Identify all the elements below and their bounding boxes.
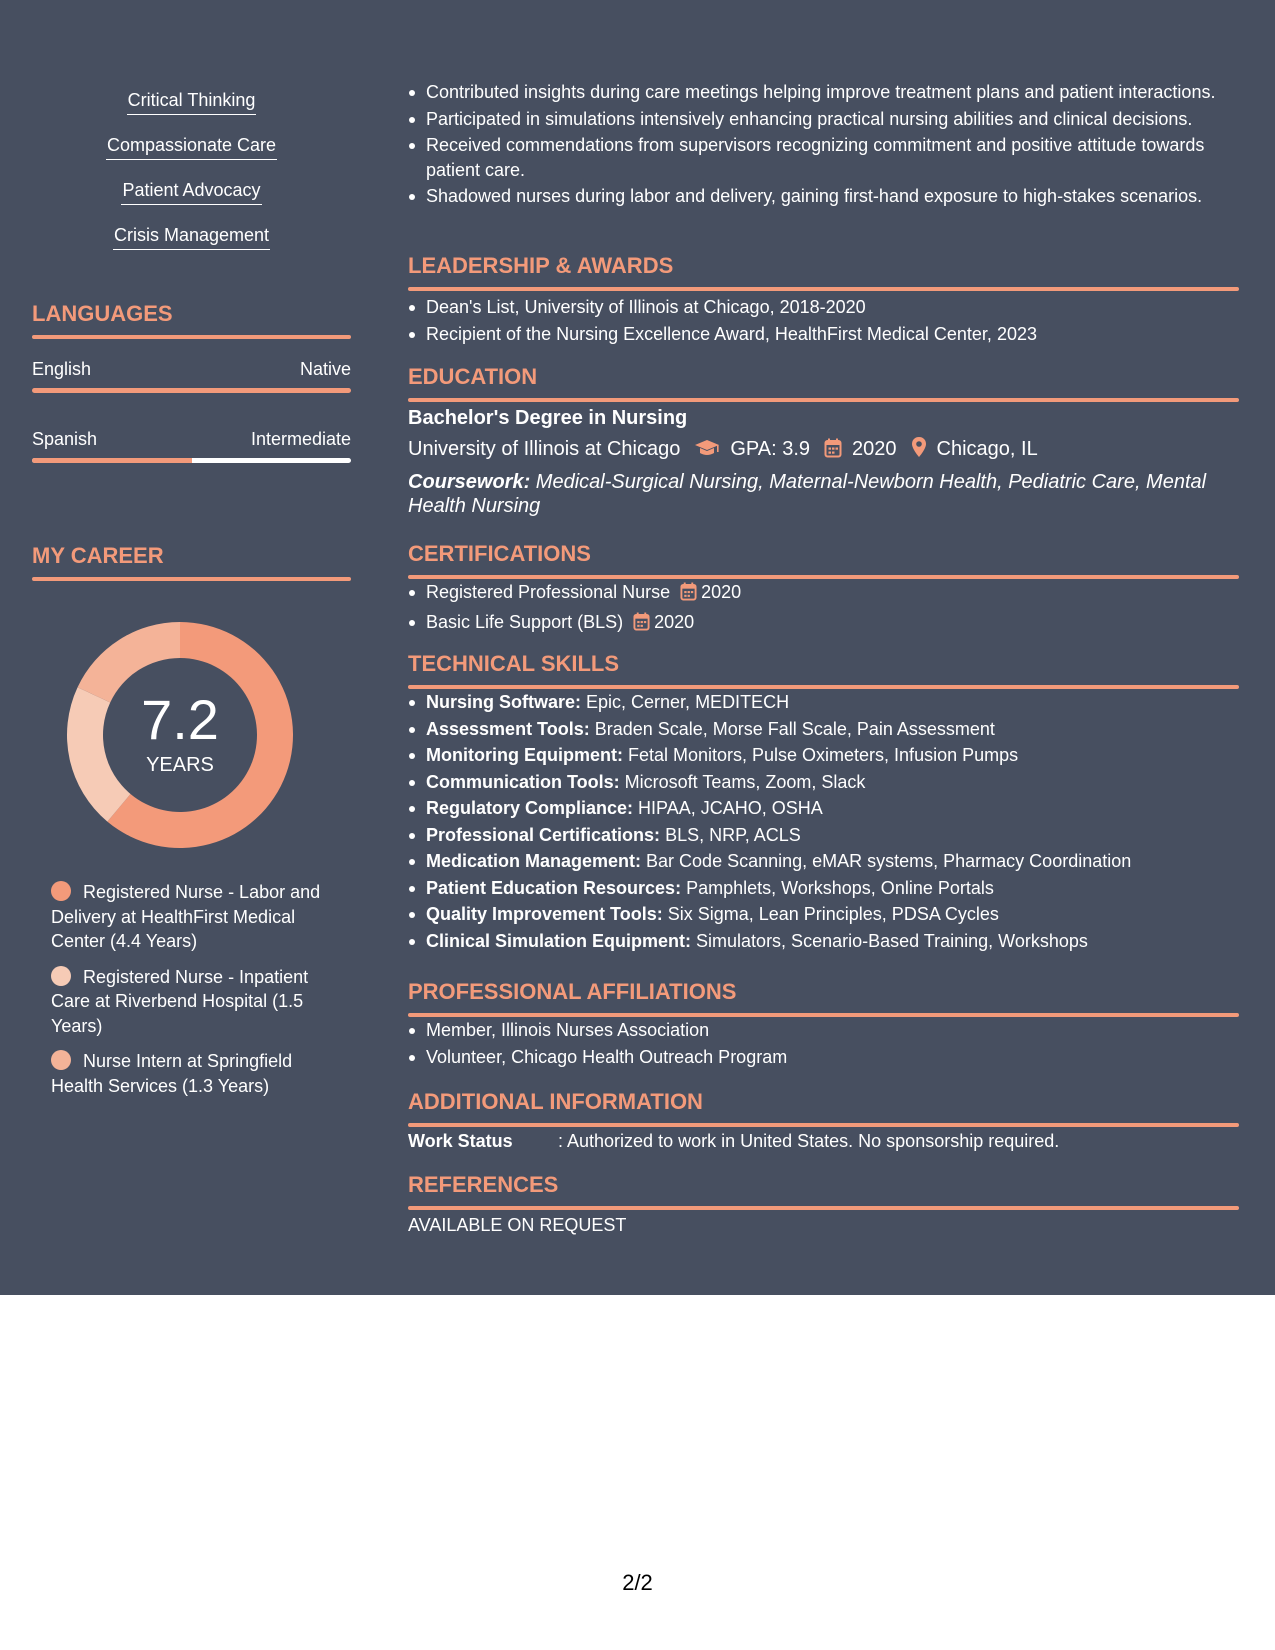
technical-skill-label: Clinical Simulation Equipment: <box>426 930 692 951</box>
work-status-row <box>408 1129 1239 1153</box>
calendar-icon <box>633 612 650 638</box>
legend-dot-icon <box>51 966 71 986</box>
certifications-list <box>408 580 1239 639</box>
skill-tag <box>32 87 351 132</box>
language-name: Spanish <box>32 429 98 449</box>
references-heading: REFERENCES <box>408 1171 1239 1199</box>
work-status-value: : Authorized to work in United States. No sponsorship required. <box>558 1131 1060 1151</box>
skill-tag <box>32 222 351 267</box>
career-item-text: Nurse Intern at Springfield Health Services (1.3 Years) <box>51 1051 293 1096</box>
experience-bullet: Contributed insights during care meetings helping improve treatment plans and patient interactions. <box>408 80 1239 105</box>
skill-label: Patient Advocacy <box>121 177 261 205</box>
career-item <box>51 965 341 1039</box>
skill-label: Critical Thinking <box>127 87 257 115</box>
career-total-value: 7.2 <box>141 688 219 751</box>
language-bar <box>32 388 351 393</box>
certifications-heading: CERTIFICATIONS <box>408 540 1239 568</box>
calendar-icon <box>680 582 697 608</box>
career-heading: MY CAREER <box>32 542 351 570</box>
education-coursework <box>408 470 1239 518</box>
education-location: Chicago, IL <box>936 438 1038 460</box>
language-bar-fill <box>32 458 192 463</box>
technical-skill-label: Assessment Tools: <box>426 718 590 739</box>
career-item-text: Registered Nurse - Inpatient Care at Riverbend Hospital (1.5 Years) <box>51 966 309 1036</box>
technical-skill-label: Monitoring Equipment: <box>426 745 623 765</box>
education-degree: Bachelor's Degree in Nursing <box>408 407 688 429</box>
calendar-icon <box>824 438 842 466</box>
skill-tag <box>32 132 351 177</box>
certification-item <box>408 610 1239 638</box>
technical-skill-item <box>408 796 1239 821</box>
affiliations-heading: PROFESSIONAL AFFILIATIONS <box>408 978 1239 1006</box>
legend-dot-icon <box>51 1050 71 1070</box>
career-total-unit: YEARS <box>146 754 214 776</box>
certification-year: 2020 <box>701 582 742 602</box>
education-entry <box>408 405 1239 518</box>
technical-skill-label: Communication Tools: <box>426 771 620 792</box>
technical-skill-label: Quality Improvement Tools: <box>426 904 663 924</box>
technical-skill-item <box>408 876 1239 901</box>
education-gpa: GPA: 3.9 <box>730 438 811 460</box>
experience-bullets <box>408 80 1239 211</box>
map-pin-icon <box>911 436 927 466</box>
technical-skill-value: HIPAA, JCAHO, OSHA <box>633 798 823 818</box>
skill-tag <box>32 177 351 222</box>
technical-skills-list <box>408 690 1239 955</box>
technical-skill-item <box>408 849 1239 874</box>
technical-skill-item <box>408 823 1239 848</box>
language-name: English <box>32 359 92 379</box>
work-status-label: Work Status <box>408 1131 513 1151</box>
leadership-list <box>408 295 1239 348</box>
technical-skill-label: Professional Certifications: <box>426 824 661 845</box>
coursework-label: Coursework: <box>408 471 531 493</box>
technical-skill-value: Epic, Cerner, MEDITECH <box>581 692 790 712</box>
career-item-text: Registered Nurse - Labor and Delivery at HealthFirst Medical Center (4.4 Years) <box>51 882 321 951</box>
graduation-cap-icon <box>694 438 720 466</box>
skills-list <box>32 87 351 267</box>
technical-skill-value: Braden Scale, Morse Fall Scale, Pain Assessment <box>589 718 995 739</box>
affiliations-list <box>408 1018 1239 1071</box>
technical-skill-value: Fetal Monitors, Pulse Oximeters, Infusion Pumps <box>622 745 1019 765</box>
career-item <box>51 1049 341 1098</box>
leadership-item: Dean's List, University of Illinois at Chicago, 2018-2020 <box>408 295 1239 320</box>
education-heading: EDUCATION <box>408 363 1239 391</box>
career-donut-center <box>67 622 293 848</box>
technical-skill-label: Nursing Software: <box>426 692 582 712</box>
certification-item <box>408 580 1239 608</box>
technical-skill-value: Bar Code Scanning, eMAR systems, Pharmacy Coordination <box>641 851 1132 871</box>
education-year: 2020 <box>852 438 897 460</box>
language-bar-fill <box>32 388 351 393</box>
technical-skill-item <box>408 690 1239 715</box>
technical-skill-value: Six Sigma, Lean Principles, PDSA Cycles <box>662 904 999 924</box>
education-school: University of Illinois at Chicago <box>408 438 681 460</box>
leadership-item: Recipient of the Nursing Excellence Award, HealthFirst Medical Center, 2023 <box>408 322 1239 347</box>
language-bar <box>32 458 351 463</box>
experience-bullet: Received commendations from supervisors recognizing commitment and positive attitude towards patient care. <box>408 133 1239 182</box>
references-text: AVAILABLE ON REQUEST <box>408 1215 627 1235</box>
skill-label: Crisis Management <box>113 222 270 250</box>
affiliation-item: Member, Illinois Nurses Association <box>408 1018 1239 1043</box>
certification-name: Basic Life Support (BLS) <box>426 611 624 632</box>
technical-skill-value: BLS, NRP, ACLS <box>660 824 801 845</box>
coursework-text: Medical-Surgical Nursing, Maternal-Newborn Health, Pediatric Care, Mental Health Nursing <box>408 471 1207 517</box>
technical-skill-item <box>408 902 1239 927</box>
technical-skill-label: Medication Management: <box>426 851 642 871</box>
page-number: 2/2 <box>622 1570 653 1595</box>
technical-skill-value: Simulators, Scenario-Based Training, Workshops <box>691 930 1088 951</box>
technical-skill-label: Regulatory Compliance: <box>426 798 634 818</box>
additional-info-heading: ADDITIONAL INFORMATION <box>408 1088 1239 1116</box>
affiliation-item: Volunteer, Chicago Health Outreach Program <box>408 1045 1239 1070</box>
technical-skill-item <box>408 717 1239 742</box>
skill-label: Compassionate Care <box>106 132 277 160</box>
leadership-heading: LEADERSHIP & AWARDS <box>408 252 1239 280</box>
career-legend <box>51 880 341 1109</box>
technical-skill-value: Pamphlets, Workshops, Online Portals <box>681 877 994 898</box>
certification-year: 2020 <box>654 611 695 632</box>
language-level: Native <box>299 359 351 379</box>
technical-skill-value: Microsoft Teams, Zoom, Slack <box>619 771 866 792</box>
technical-skill-label: Patient Education Resources: <box>426 877 682 898</box>
certification-name: Registered Professional Nurse <box>426 582 671 602</box>
experience-bullet: Participated in simulations intensively enhancing practical nursing abilities and clinical decisions. <box>408 107 1239 132</box>
education-details <box>408 435 1239 466</box>
technical-skill-item <box>408 743 1239 768</box>
languages-heading: LANGUAGES <box>32 300 351 328</box>
technical-skill-item <box>408 929 1239 954</box>
career-item <box>51 880 341 954</box>
technical-skill-item <box>408 770 1239 795</box>
experience-bullet: Shadowed nurses during labor and delivery, gaining first-hand exposure to high-stakes scenarios. <box>408 184 1239 209</box>
language-level: Intermediate <box>250 429 351 449</box>
technical-skills-heading: TECHNICAL SKILLS <box>408 650 1239 678</box>
legend-dot-icon <box>51 881 71 901</box>
